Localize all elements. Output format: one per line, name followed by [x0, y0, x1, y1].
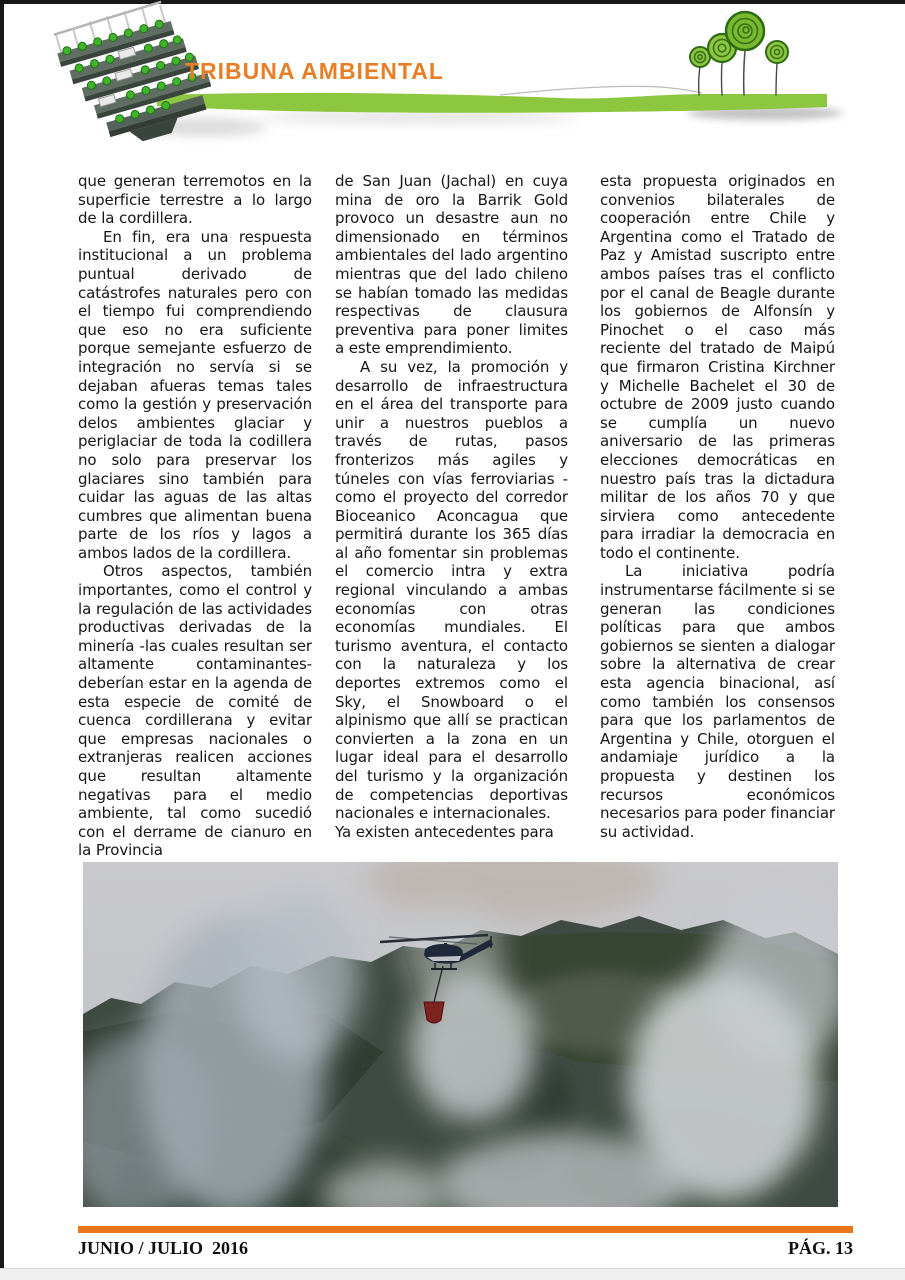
wildfire-helicopter-photo [83, 862, 838, 1207]
grass-band [157, 93, 827, 113]
footer-issue-date: JUNIO / JULIO 2016 [78, 1238, 249, 1258]
paragraph: En fin, era una respuesta institucional a un problema puntual derivado de catástrofes naturales pero con el tiempo fui comprendiendo que eso no era suficiente porque semejante esfuerzo de integración no servía si se dejaban afueras temas tales como la gestión y preservación delos ambientes glaciar y periglaciar de toda la codillera no solo para preservar los glaciares sino también para cuidar las aguas de las altas cumbres que alimentan buena parte de los ríos y lagos a ambos lados de la cordillera. [78, 227, 312, 562]
text-column-1 [78, 172, 312, 860]
water-bucket-icon [424, 1002, 444, 1023]
paragraph: de San Juan (Jachal) en cuya mina de oro la Barrik Gold provoco un desastre aun no dimensionado en términos ambientales del lado argentino mientras que del lado chileno se habían tomado las medidas respectivas de clausura preventiva para poner limites a este emprendimiento. [335, 172, 568, 358]
wildfire-photo-graphic [83, 862, 838, 1207]
footer-rule [78, 1226, 853, 1233]
paragraph: A su vez, la promoción y desarrollo de infraestructura en el área del transporte para unir a nuestros pueblos a través de rutas, pasos fronterizos más agiles y túneles con vías ferroviarias -como el proyecto del corredor Bioceanico Aconcagua que permitirá durante los 365 días al año fomentar sin problemas el comercio intra y extra regional vinculando a ambas economías con otras economías mundiales. El turismo aventura, el contacto con la naturaleza y los deportes extremos como el Sky, el Snowboard o el alpinismo que allí se practican convierten a la zona en un lugar ideal para el desarrollo del turismo y la organización de competencias deportivas nacionales e internacionales. [335, 357, 568, 823]
text-column-2 [335, 172, 568, 860]
paragraph: Otros aspectos, también importantes, como el control y la regulación de las actividades productivas derivadas de la minería -las cuales resultan ser altamente contaminantes- deberían estar en la agenda de esta especie de comité de cuenca cordillerana y evitar que empresas nacionales o extranjeras realicen acciones que resultan altamente negativas para el medio ambiente, tal como sucedió con el derrame de cianuro en la Provincia [78, 562, 312, 860]
scan-edge-left [0, 0, 4, 1268]
magazine-title: TRIBUNA AMBIENTAL [185, 58, 444, 84]
page-footer [78, 1238, 853, 1259]
text-column-3 [600, 172, 835, 860]
article-body [78, 172, 835, 860]
doodle-trees-icon [690, 12, 788, 95]
paragraph: esta propuesta originados en convenios bilaterales de cooperación entre Chile y Argentina como el Tratado de Paz y Amistad suscripto entre ambos países tras el conflicto por el canal de Beagle durante los gobiernos de Alfonsín y Pinochet o el caso más reciente del tratado de Maipú que firmaron Cristina Kirchner y Michelle Bachelet el 30 de octubre de 2009 justo cuando se cumplía un nuevo aniversario de las primeras elecciones democráticas en nuestro país tras la dictadura militar de los años 70 y que sirviera como antecedente para irradiar la democracia en todo el continente. [600, 172, 835, 562]
paragraph: La iniciativa podría instrumentarse fácilmente si se generan las condiciones políticas para que ambos gobiernos se sienten a dialogar sobre la alternativa de crear esta agencia binacional, así como también los consensos para que los parlamentos de Argentina y Chile, otorguen el andamiaje jurídico a la propuesta y destinen los recursos económicos necesarios para poder financiar su actividad. [600, 562, 835, 841]
footer-page-number: PÁG. 13 [788, 1238, 853, 1258]
paragraph: Ya existen antecedentes para [335, 822, 554, 841]
page-header-graphic [0, 0, 905, 155]
scan-edge-bottom [0, 1268, 905, 1280]
paragraph: que generan terremotos en la superficie terrestre a lo largo de la cordillera. [78, 172, 312, 228]
